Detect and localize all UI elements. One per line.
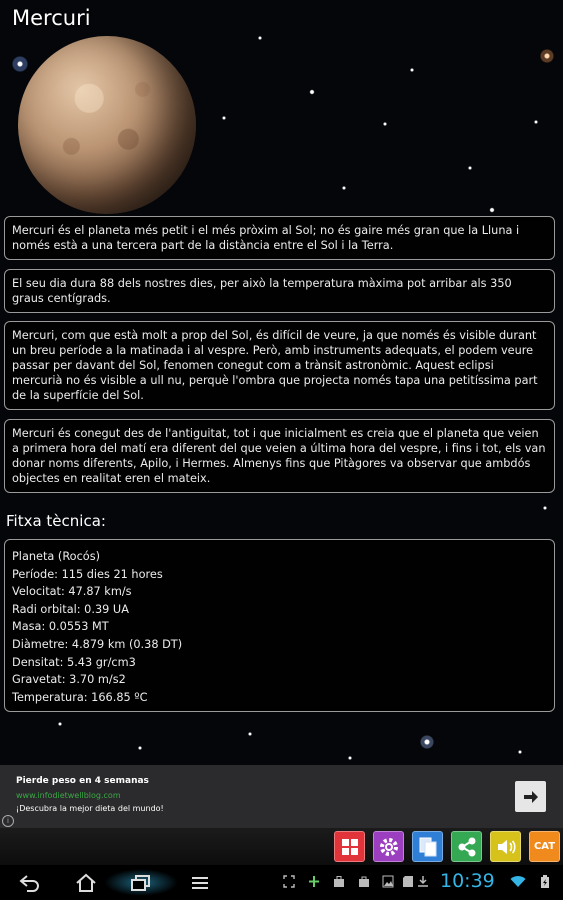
bag-icon xyxy=(358,875,370,888)
sound-icon[interactable] xyxy=(490,831,521,862)
specs-box xyxy=(4,539,555,712)
mercury-planet-image xyxy=(18,36,196,214)
recent-apps-icon[interactable] xyxy=(104,869,178,896)
language-cat-icon[interactable] xyxy=(529,831,560,862)
system-navigation-bar xyxy=(0,865,563,900)
spec-mass: Masa: 0.0553 MT xyxy=(12,620,109,634)
home-icon[interactable] xyxy=(72,869,100,896)
share-icon[interactable] xyxy=(451,831,482,862)
menu-icon[interactable] xyxy=(186,869,214,896)
description-box-1 xyxy=(4,216,555,260)
info-icon[interactable]: i xyxy=(2,815,14,827)
ad-banner[interactable] xyxy=(0,765,563,828)
clock[interactable]: 10:39 xyxy=(440,870,495,892)
spec-gravity: Gravetat: 3.70 m/s2 xyxy=(12,673,126,687)
arrow-right-icon xyxy=(523,790,539,804)
description-text-3: Mercuri, com que està molt a prop del Sol, és difícil de veure, ja que només és visible durant un breu període a la matinada i al vespre. Però, amb instruments adequats, el podem veure passar per davant del Sol, fenomen conegut com a trànsit astronòmic. Aquest eclipsi mercurià no és visible a ull nu, perquè l'ombra que projecta només tapa una petitíssima part de la superfície del Sol. xyxy=(12,329,538,402)
spec-temperature: Temperatura: 166.85 ºC xyxy=(12,690,148,704)
description-text-4: Mercuri és conegut des de l'antiguitat, tot i que inicialment es creia que el planeta que veien a primera hora del matí era diferent del que veien a última hora del vespre, i fins i tot, els van donar noms diferents, Apilo, i Hermes. Almenys fins que Pitàgores va observar que ambdós objectes en realitat eren el mateix. xyxy=(12,427,546,485)
ad-tagline: ¡Descubra la mejor dieta del mundo! xyxy=(16,804,164,813)
grid-icon[interactable] xyxy=(334,831,365,862)
app-toolbar xyxy=(0,828,563,865)
spec-period: Període: 115 dies 21 hores xyxy=(12,567,163,581)
image-icon xyxy=(382,875,394,888)
spec-density: Densitat: 5.43 gr/cm3 xyxy=(12,655,136,669)
description-text-2: El seu dia dura 88 dels nostres dies, per això la temperatura màxima pot arribar als 350 graus centígrads. xyxy=(12,277,512,305)
spec-type: Planeta (Rocós) xyxy=(12,550,101,563)
description-box-4 xyxy=(4,419,555,493)
download-icon xyxy=(417,875,429,888)
language-label: CAT xyxy=(533,841,556,852)
settings-gear-icon[interactable] xyxy=(373,831,404,862)
battery-icon xyxy=(540,875,550,888)
description-box-2 xyxy=(4,269,555,313)
spec-orbital-radius: Radi orbital: 0.39 UA xyxy=(12,602,129,616)
ad-open-button[interactable] xyxy=(515,781,546,812)
description-text-1: Mercuri és el planeta més petit i el més pròxim al Sol; no és gaire més gran que la Lluna i només està a una tercera part de la distància entre el Sol i la Terra. xyxy=(12,224,520,252)
page-title: Mercuri xyxy=(12,6,91,30)
plus-icon xyxy=(308,875,320,888)
sd-card-icon xyxy=(402,875,414,888)
description-box-3 xyxy=(4,321,555,410)
wifi-icon xyxy=(510,875,526,888)
ad-headline[interactable]: Pierde peso en 4 semanas xyxy=(16,776,149,786)
screenshot-icon xyxy=(283,875,295,888)
briefcase-icon xyxy=(333,875,345,888)
spec-diameter: Diàmetre: 4.879 km (0.38 DT) xyxy=(12,637,183,651)
back-icon[interactable] xyxy=(16,869,44,896)
copy-pages-icon[interactable] xyxy=(412,831,443,862)
ad-url[interactable]: www.infodietwellblog.com xyxy=(16,791,121,800)
specs-heading: Fitxa tècnica: xyxy=(6,512,106,530)
spec-velocity: Velocitat: 47.87 km/s xyxy=(12,585,132,599)
